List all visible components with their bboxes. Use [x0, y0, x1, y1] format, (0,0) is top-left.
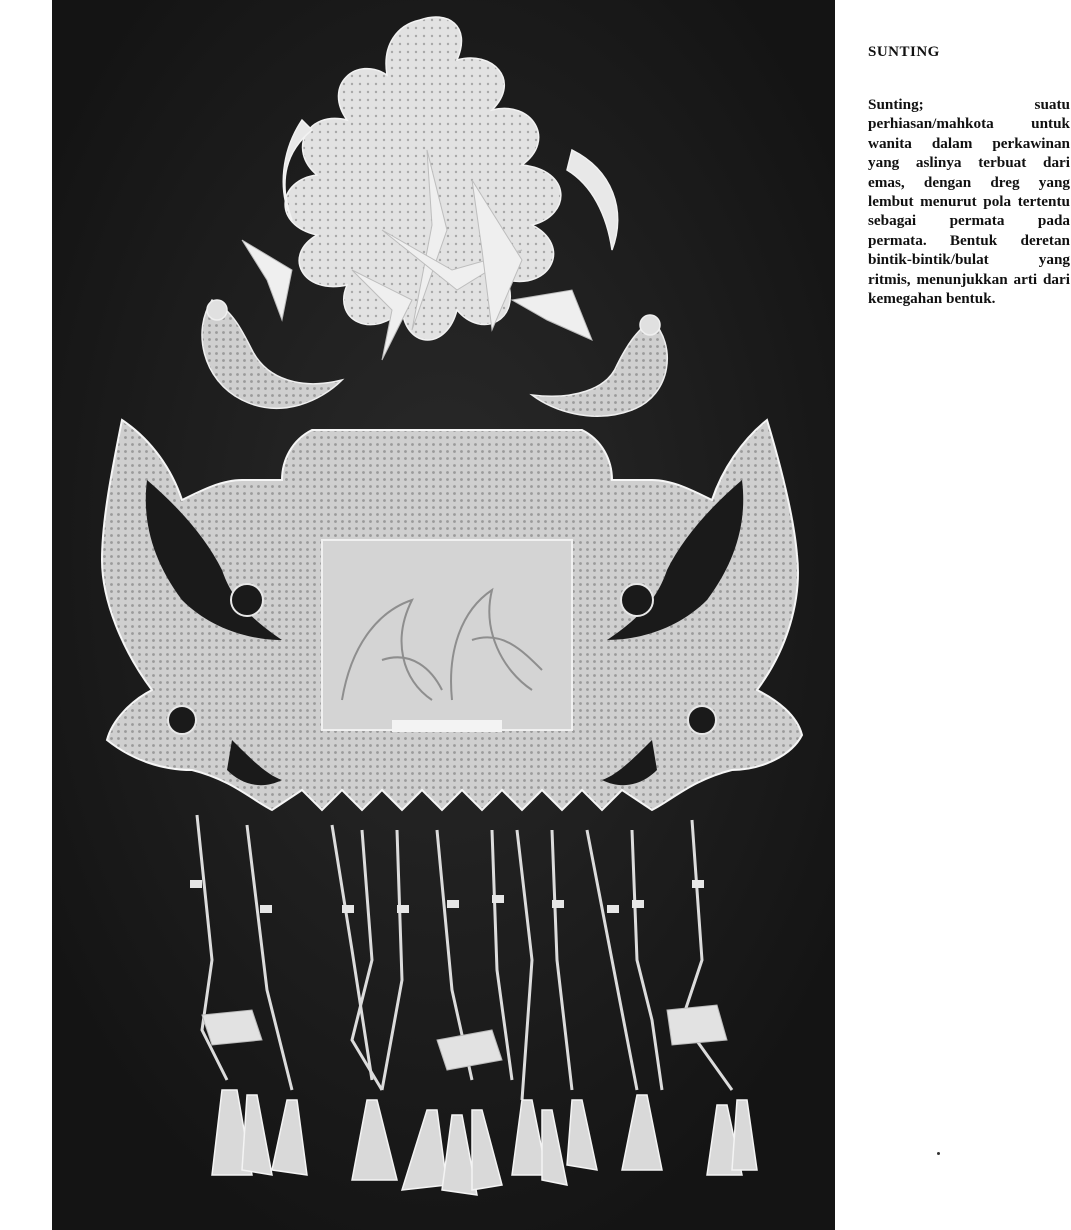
central-panel-bar — [392, 720, 502, 732]
stray-dot — [937, 1152, 940, 1155]
central-panel — [322, 540, 572, 730]
sunting-photograph — [52, 0, 835, 1230]
caption-body: Sunting; suatu perhiasan/mahkota untuk wanita dalam perkawinan yang aslinya terbuat dari emas, dengan dreg yang lembut menurut pola tertentu sebagai permata pada permata. Bentuk deretan bintik-bintik/bulat yang ritmis, menunjukkan arti dari kemegahan bentuk. — [868, 96, 1070, 308]
caption-title: SUNTING — [868, 44, 940, 60]
sunting-illustration — [52, 0, 835, 1230]
